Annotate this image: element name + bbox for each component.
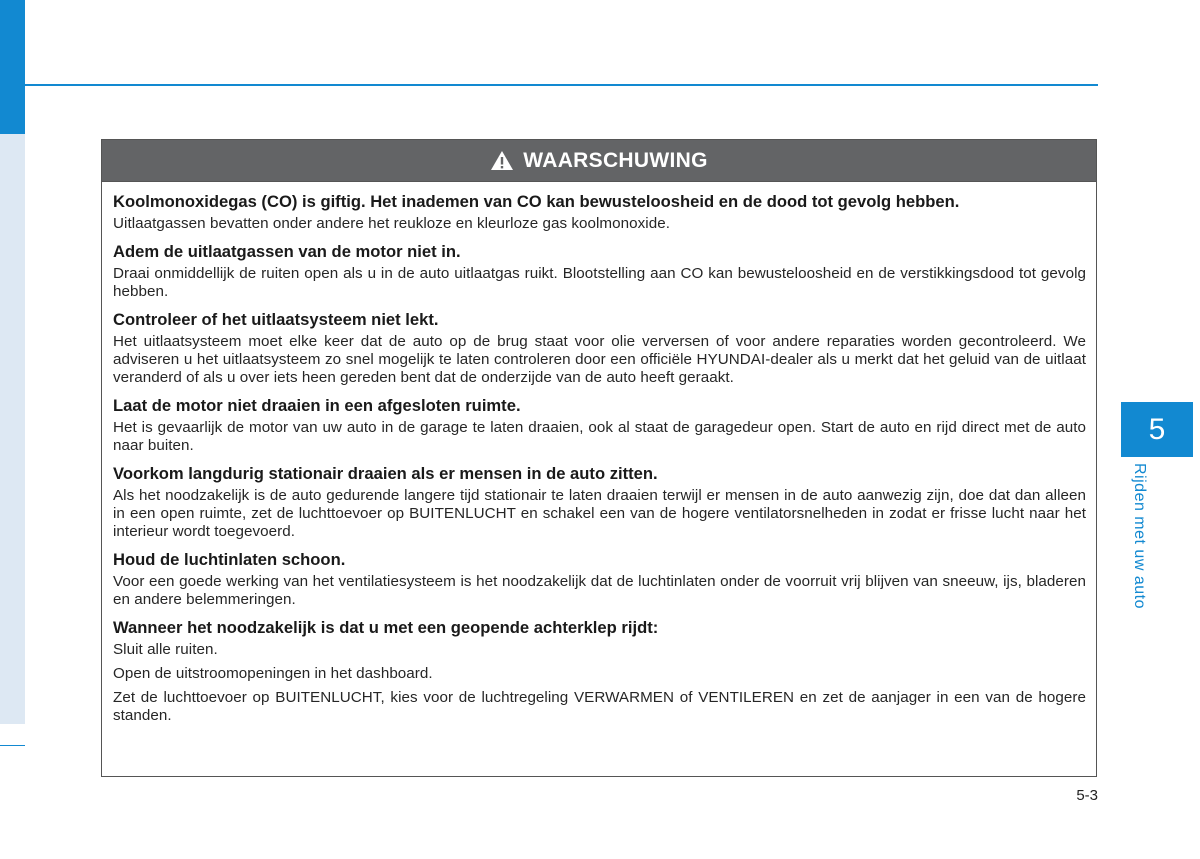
warning-body xyxy=(102,182,1096,725)
section-heading: Controleer of het uitlaatsysteem niet lekt. xyxy=(113,310,439,329)
section-heading: Houd de luchtinlaten schoon. xyxy=(113,550,346,569)
chapter-number-tab: 5 xyxy=(1121,402,1193,457)
section-heading: Wanneer het noodzakelijk is dat u met een geopende achterklep rijdt: xyxy=(113,618,659,637)
section-heading: Voorkom langdurig stationair draaien als er mensen in de auto zitten. xyxy=(113,464,658,483)
warning-box xyxy=(101,139,1097,777)
page-number: 5-3 xyxy=(1076,787,1098,804)
section-heading: Adem de uitlaatgassen van de motor niet in. xyxy=(113,242,461,261)
section-paragraph: Open de uitstroomopeningen in het dashboard. xyxy=(113,665,433,682)
warning-section xyxy=(113,618,1086,725)
chapter-title: Rijden met uw auto xyxy=(1131,463,1148,609)
warning-triangle-icon xyxy=(490,150,514,171)
warning-header xyxy=(102,140,1096,182)
section-paragraph: Draai onmiddellijk de ruiten open als u in de auto uitlaatgas ruikt. Blootstelling aan CO kan bewusteloosheid en de verstikkingsdood tot gevolg hebben. xyxy=(113,265,1086,300)
warning-section xyxy=(113,192,1086,233)
header-rule xyxy=(25,84,1098,86)
section-paragraph: Voor een goede werking van het ventilatiesysteem is het noodzakelijk dat de luchtinlaten onder de voorruit vrij blijven van sneeuw, ijs, bladeren en andere belemmeringen. xyxy=(113,573,1086,608)
warning-title: WAARSCHUWING xyxy=(523,148,708,172)
section-paragraph: Het uitlaatsysteem moet elke keer dat de auto op de brug staat voor olie verversen of voor andere reparaties worden gecontroleerd. We adviseren u het uitlaatsysteem zo snel mogelijk te laten controleren door een officiële HYUNDAI-dealer als u merkt dat het geluid van de uitlaat veranderd of als u over iets heen gereden bent dat de onderzijde van de auto heeft geraakt. xyxy=(113,333,1086,386)
section-paragraph: Zet de luchttoevoer op BUITENLUCHT, kies voor de luchtregeling VERWARMEN of VENTILEREN en zet de aanjager in een van de hogere standen. xyxy=(113,689,1086,724)
warning-section xyxy=(113,550,1086,609)
side-rule xyxy=(0,745,25,746)
section-heading: Koolmonoxidegas (CO) is giftig. Het inademen van CO kan bewusteloosheid en de dood tot gevolg hebben. xyxy=(113,192,960,211)
warning-section xyxy=(113,464,1086,541)
section-paragraph: Sluit alle ruiten. xyxy=(113,641,218,658)
warning-section xyxy=(113,396,1086,455)
section-paragraph: Als het noodzakelijk is de auto gedurende langere tijd stationair te laten draaien terwijl er mensen in de auto aanwezig zijn, doe dat dan alleen in een open ruimte, zet de luchttoevoer op BUITENLUCHT en schakel een van de hogere ventilatorsnelheden in zodat er frisse lucht naar het interieur wordt toegevoerd. xyxy=(113,487,1086,540)
warning-section xyxy=(113,310,1086,387)
side-margin-strip xyxy=(0,134,25,724)
section-paragraph: Het is gevaarlijk de motor van uw auto in de garage te laten draaien, ook al staat de garagedeur open. Start de auto en rijd direct met de auto naar buiten. xyxy=(113,419,1086,454)
section-paragraph: Uitlaatgassen bevatten onder andere het reukloze en kleurloze gas koolmonoxide. xyxy=(113,215,670,232)
section-heading: Laat de motor niet draaien in een afgesloten ruimte. xyxy=(113,396,521,415)
warning-section xyxy=(113,242,1086,301)
chapter-color-strip xyxy=(0,0,25,134)
